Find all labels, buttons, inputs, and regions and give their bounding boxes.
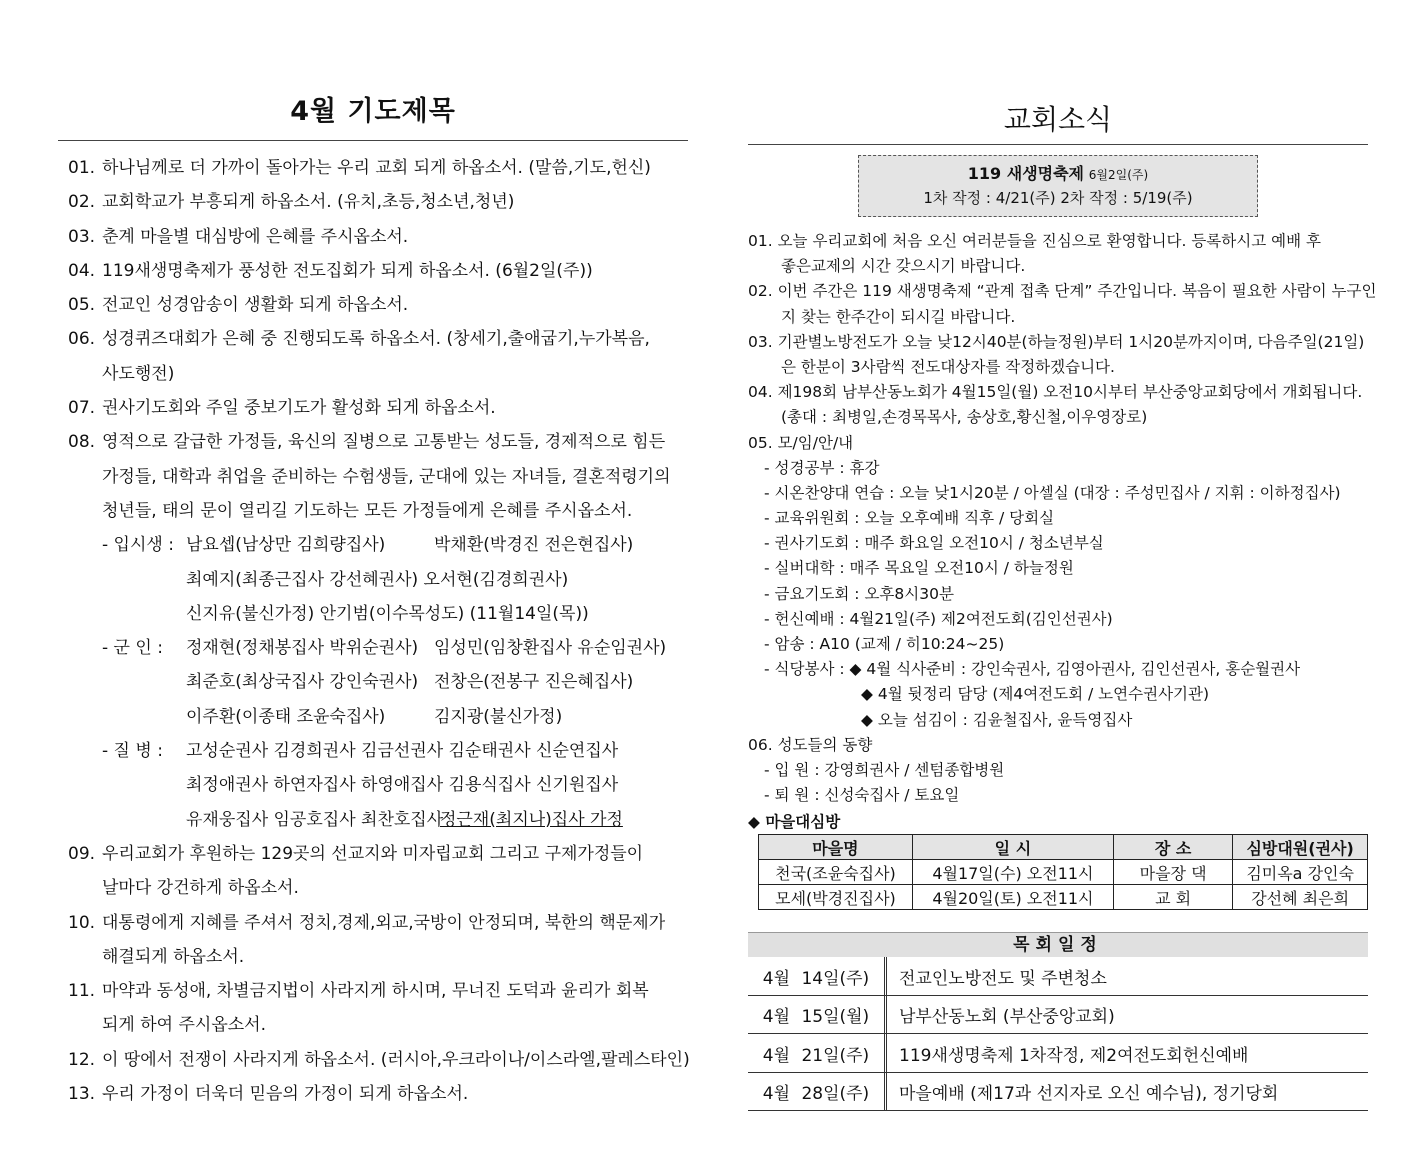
names: 남요셉(남상만 김희량집사) <box>186 535 386 556</box>
prayer-text: 사도행전) <box>102 363 175 384</box>
prayer-number: 06. <box>68 329 96 350</box>
prayer-number: 12. <box>68 1049 96 1070</box>
news-item: 05. 모/임/안/내 <box>748 433 854 452</box>
schedule-event: 119새생명축제 1차작정, 제2여전도회헌신예배 <box>899 1045 1249 1066</box>
visit-header: 심방대원(권사) <box>1233 835 1368 860</box>
prayer-text: 성경퀴즈대회가 은혜 중 진행되도록 하옵소서. (창세기,출애굽기,누가복음, <box>102 329 650 350</box>
news-item: - 권사기도회 : 매주 화요일 오전10시 / 청소년부실 <box>764 534 1104 553</box>
prayer-text: 가정들, 대학과 취업을 준비하는 수험생들, 군대에 있는 자녀들, 결혼적령기의 <box>102 466 671 487</box>
visit-cell: 김미옥a 강인숙 <box>1233 860 1368 885</box>
prayer-name-row <box>58 734 688 768</box>
prayer-text: 되게 하여 주시옵소서. <box>102 1015 267 1036</box>
prayer-name-row <box>58 631 688 665</box>
prayer-text: 영적으로 갈급한 가정들, 육신의 질병으로 고통받는 성도들, 경제적으로 힘든 <box>102 432 666 453</box>
visit-cell: 천국(조윤숙집사) <box>759 860 913 885</box>
prayer-item <box>58 391 688 425</box>
prayer-item <box>58 1008 688 1042</box>
prayer-item <box>58 151 688 185</box>
prayer-number: 03. <box>68 226 96 247</box>
group-label: - 입시생 : <box>102 535 174 556</box>
prayer-column <box>58 0 688 1111</box>
schedule-date: 4월 14일(주) <box>748 957 887 995</box>
prayer-text: 춘계 마을별 대심방에 은혜를 주시옵소서. <box>102 226 409 247</box>
news-item: - 성경공부 : 휴강 <box>764 458 880 477</box>
names: 임성민(임창환집사 유순임권사) <box>434 638 667 659</box>
names: 정근재(최지나)집사 가정 <box>440 809 623 830</box>
news-item: - 시온찬양대 연습 : 오늘 낮1시20분 / 아셀실 (대장 : 주성민집사 / 지휘 : 이하정집사) <box>764 483 1341 502</box>
news-item: 06. 성도들의 동향 <box>748 735 873 754</box>
schedule-row <box>748 957 1368 996</box>
news-item: - 암송 : A10 (교제 / 히10:24~25) <box>764 635 1005 653</box>
names: 최준호(최상국집사 강인숙권사) <box>186 672 419 693</box>
prayer-item <box>58 1043 688 1077</box>
news-title: 교회소식 <box>1003 103 1113 136</box>
prayer-item <box>58 185 688 219</box>
schedule-row <box>748 996 1368 1035</box>
news-item: - 식당봉사 : ◆ 4월 식사준비 : 강인숙권사, 김영아권사, 김인선권사, 홍순월권사 <box>764 660 1301 679</box>
prayer-text: 우리 가정이 더욱더 믿음의 가정이 되게 하옵소서. <box>102 1084 469 1105</box>
prayer-number: 13. <box>68 1084 96 1105</box>
schedule-header: 목회일정 <box>748 932 1368 957</box>
news-item: 01. 오늘 우리교회에 처음 오신 여러분들을 진심으로 환영합니다. 등록하시고 예배 후 <box>748 232 1321 250</box>
news-item: - 헌신예배 : 4월21일(주) 제2여전도회(김인선권사) <box>764 609 1113 628</box>
prayer-number: 07. <box>68 398 96 419</box>
prayer-item <box>58 220 688 254</box>
schedule-date: 4월 21일(주) <box>748 1034 887 1072</box>
news-item: ◆ 4월 뒷정리 담당 (제4여전도회 / 노연수권사기관) <box>861 685 1210 704</box>
news-item: - 입 원 : 강영희권사 / 센텀종합병원 <box>764 760 1005 779</box>
news-item: 은 한분이 3사람씩 전도대상자를 작정하겠습니다. <box>781 357 1115 376</box>
names: 신지유(불신가정) 안기범(이수목성도) (11월14일(목)) <box>186 603 589 624</box>
names: 정재현(정채봉집사 박위순권사) <box>186 638 419 659</box>
prayer-item <box>58 940 688 974</box>
prayer-name-row <box>58 563 688 597</box>
group-label: - 질 병 : <box>102 741 163 762</box>
names: 김지광(불신가정) <box>434 706 563 727</box>
names: 박채환(박경진 전은현집사) <box>434 535 634 556</box>
prayer-text: 청년들, 태의 문이 열리길 기도하는 모든 가정들에게 은혜를 주시옵소서. <box>102 500 633 521</box>
prayer-number: 02. <box>68 192 96 213</box>
prayer-list <box>58 151 688 1111</box>
visit-cell: 마을장 댁 <box>1113 860 1232 885</box>
prayer-text: 전교인 성경암송이 생활화 되게 하옵소서. <box>102 295 409 316</box>
prayer-name-row <box>58 665 688 699</box>
prayer-name-row <box>58 700 688 734</box>
visit-cell: 강선혜 최은희 <box>1233 885 1368 910</box>
prayer-number: 10. <box>68 912 96 933</box>
names: 고성순권사 김경희권사 김금선권사 김순태권사 신순연집사 <box>186 741 619 762</box>
news-item: 좋은교제의 시간 갖으시기 바랍니다. <box>781 257 1026 276</box>
prayer-number: 11. <box>68 981 96 1002</box>
schedule-table <box>748 932 1368 1111</box>
prayer-item <box>58 357 688 391</box>
prayer-text: 119새생명축제가 풍성한 전도집회가 되게 하옵소서. (6월2일(주)) <box>102 260 593 281</box>
title-divider <box>748 144 1368 145</box>
prayer-item <box>58 974 688 1008</box>
schedule-row <box>748 1073 1368 1112</box>
visit-cell: 교 회 <box>1113 885 1232 910</box>
prayer-item <box>58 460 688 494</box>
names: 전창은(전봉구 진은혜집사) <box>434 672 634 693</box>
names: 최예지(최종근집사 강선혜권사) 오서현(김경희권사) <box>186 569 569 590</box>
schedule-date: 4월 28일(주) <box>748 1073 887 1111</box>
visit-cell: 4월20일(토) 오전11시 <box>912 885 1113 910</box>
visit-header: 일 시 <box>912 835 1113 860</box>
prayer-item <box>58 1077 688 1111</box>
prayer-text: 해결되게 하옵소서. <box>102 946 245 967</box>
visit-cell: 모세(박경진집사) <box>759 885 913 910</box>
prayer-text: 권사기도회와 주일 중보기도가 활성화 되게 하옵소서. <box>102 398 496 419</box>
prayer-text: 우리교회가 후원하는 129곳의 선교지와 미자립교회 그리고 구제가정들이 <box>102 843 644 864</box>
prayer-text: 대통령에게 지혜를 주셔서 정치,경제,외교,국방이 안정되며, 북한의 핵문제가 <box>102 912 666 933</box>
prayer-text: 날마다 강건하게 하옵소서. <box>102 878 299 899</box>
festival-name: 119 새생명축제 <box>967 164 1085 183</box>
schedule-event: 마을예배 (제17과 선지자로 오신 예수님), 정기당회 <box>899 1084 1279 1105</box>
news-item: (총대 : 최병일,손경목목사, 송상호,황신철,이우영장로) <box>781 408 1148 427</box>
prayer-item <box>58 254 688 288</box>
news-item: 04. 제198회 남부산동노회가 4월15일(월) 오전10시부터 부산중앙교회당에서 개회됩니다. <box>748 383 1363 402</box>
news-item: 지 찾는 한주간이 되시길 바랍니다. <box>781 307 1016 326</box>
news-item: - 퇴 원 : 신성숙집사 / 토요일 <box>764 786 960 805</box>
news-item: - 실버대학 : 매주 목요일 오전10시 / 하늘정원 <box>764 559 1074 578</box>
prayer-number: 01. <box>68 158 96 178</box>
visit-cell: 4월17일(수) 오전11시 <box>912 860 1113 885</box>
prayer-name-row <box>58 768 688 802</box>
festival-box <box>858 155 1258 217</box>
visit-row <box>759 860 1368 885</box>
visit-table <box>758 834 1368 910</box>
prayer-number: 09. <box>68 843 96 864</box>
schedule-event: 남부산동노회 (부산중앙교회) <box>899 1007 1115 1028</box>
prayer-item <box>58 425 688 459</box>
schedule-event: 전교인노방전도 및 주변청소 <box>899 968 1107 989</box>
prayer-text: 이 땅에서 전쟁이 사라지게 하옵소서. (러시아,우크라이나/이스라엘,팔레스타인) <box>102 1049 690 1070</box>
news-item: - 교육위원회 : 오늘 오후예배 직후 / 당회실 <box>764 509 1055 528</box>
title-divider <box>58 140 688 141</box>
prayer-item <box>58 871 688 905</box>
visit-header: 장 소 <box>1113 835 1232 860</box>
prayer-name-row <box>58 597 688 631</box>
visit-row <box>759 885 1368 910</box>
news-item: 02. 이번 주간은 119 새생명축제 “관계 접촉 단계” 주간입니다. 복음이 필요한 사람이 누구인 <box>748 282 1377 301</box>
prayer-number: 04. <box>68 260 96 281</box>
schedule-date: 4월 15일(월) <box>748 996 887 1034</box>
news-item: 03. 기관별노방전도가 오늘 낮12시40분(하늘정원)부터 1시20분까지이며, 다음주일(21일) <box>748 332 1365 351</box>
prayer-number: 05. <box>68 295 96 316</box>
prayer-item <box>58 837 688 871</box>
news-item: - 금요기도회 : 오후8시30분 <box>764 584 954 603</box>
visit-header: 마을명 <box>759 835 913 860</box>
visit-title: ◆ 마을대심방 <box>748 813 841 832</box>
news-list <box>748 229 1377 808</box>
prayer-item <box>58 288 688 322</box>
festival-date: 6월2일(주) <box>1088 168 1149 182</box>
group-label: - 군 인 : <box>102 638 163 659</box>
prayer-item <box>58 494 688 528</box>
names: 이주환(이종태 조윤숙집사) <box>186 706 386 727</box>
prayer-text: 교회학교가 부흥되게 하옵소서. (유치,초등,청소년,청년) <box>102 192 515 213</box>
names: 유재웅집사 임공호집사 최찬호집사 <box>186 809 444 830</box>
prayer-text: 하나님께로 더 가까이 돌아가는 우리 교회 되게 하옵소서. (말씀,기도,헌신) <box>102 158 651 178</box>
prayer-name-row <box>58 528 688 562</box>
news-item: ◆ 오늘 섬김이 : 김윤철집사, 윤득영집사 <box>861 710 1133 729</box>
prayer-item <box>58 322 688 356</box>
prayer-item <box>58 906 688 940</box>
prayer-text: 마약과 동성애, 차별금지법이 사라지게 하시며, 무너진 도덕과 윤리가 회복 <box>102 981 649 1002</box>
prayer-title: 4월 기도제목 <box>290 96 456 127</box>
schedule-row <box>748 1034 1368 1073</box>
names: 최정애권사 하연자집사 하영애집사 김용식집사 신기원집사 <box>186 775 619 796</box>
news-column <box>748 0 1377 1111</box>
prayer-name-row <box>58 803 688 837</box>
festival-dates: 1차 작정 : 4/21(주) 2차 작정 : 5/19(주) <box>923 189 1193 207</box>
prayer-number: 08. <box>68 432 96 453</box>
